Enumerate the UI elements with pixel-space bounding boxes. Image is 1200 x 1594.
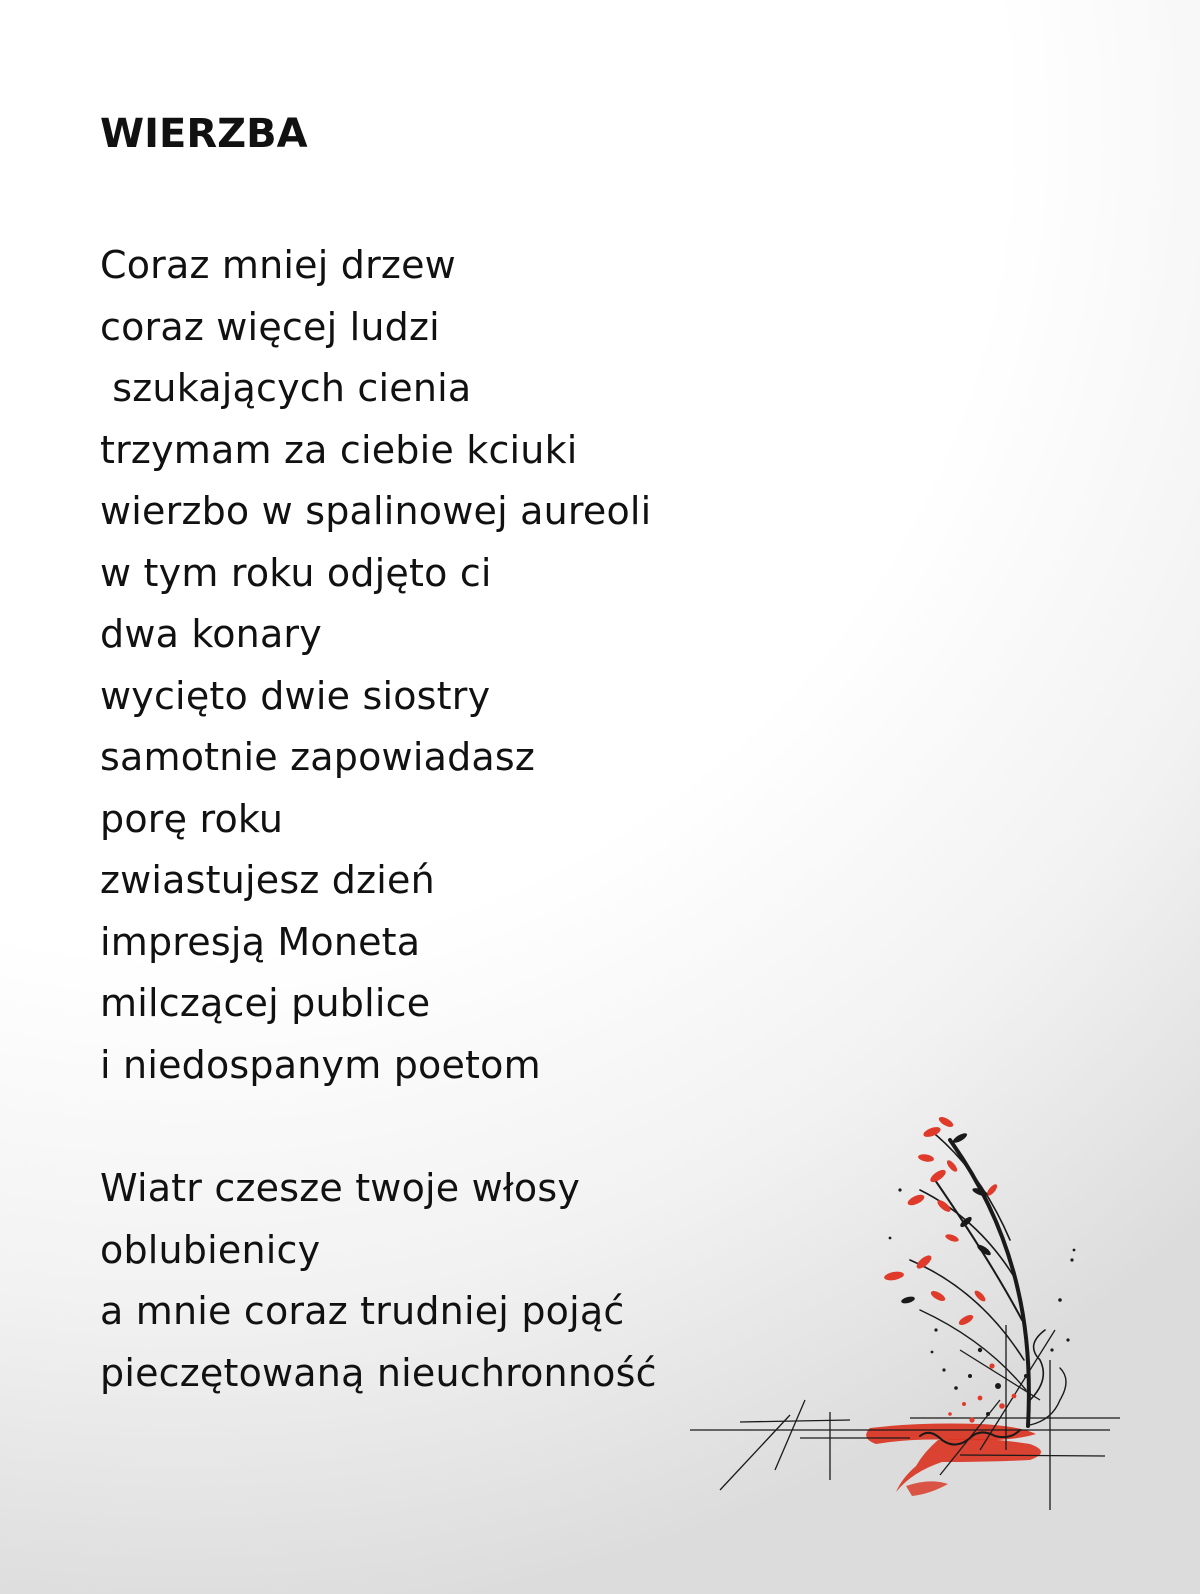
poem-line: trzymam za ciebie kciuki xyxy=(100,427,578,472)
poem-line: i niedospanym poetom xyxy=(100,1042,541,1087)
red-leaves xyxy=(883,1115,998,1327)
willow-tree-illustration xyxy=(680,1100,1140,1540)
poem-line: impresją Moneta xyxy=(100,919,421,964)
poem-line: oblubienicy xyxy=(100,1227,321,1272)
poem-line: porę roku xyxy=(100,796,284,841)
poem-line: wierzbo w spalinowej aureoli xyxy=(100,489,652,533)
poem-line: wycięto dwie siostry xyxy=(100,673,491,718)
poem-line: Coraz mniej drzew xyxy=(100,243,456,287)
poem-line: szukających cienia xyxy=(100,366,472,410)
poem-title: WIERZBA xyxy=(100,111,308,157)
poem-line: samotnie zapowiadasz xyxy=(100,735,536,779)
poem-line: zwiastujesz dzień xyxy=(100,858,435,902)
stanza-1 xyxy=(100,235,651,1096)
stanza-2 xyxy=(100,1158,657,1404)
poem-line: milczącej publice xyxy=(100,981,431,1025)
poem-line: w tym roku odjęto ci xyxy=(100,550,492,595)
poem-line: pieczętowaną nieuchronność xyxy=(100,1350,657,1395)
poem-line: coraz więcej ludzi xyxy=(100,304,440,349)
poem-line: a mnie coraz trudniej pojąć xyxy=(100,1289,625,1333)
poem-line: Wiatr czesze twoje włosy xyxy=(100,1166,581,1210)
poem-line: dwa konary xyxy=(100,612,322,656)
scatter-dots xyxy=(889,1188,1076,1422)
